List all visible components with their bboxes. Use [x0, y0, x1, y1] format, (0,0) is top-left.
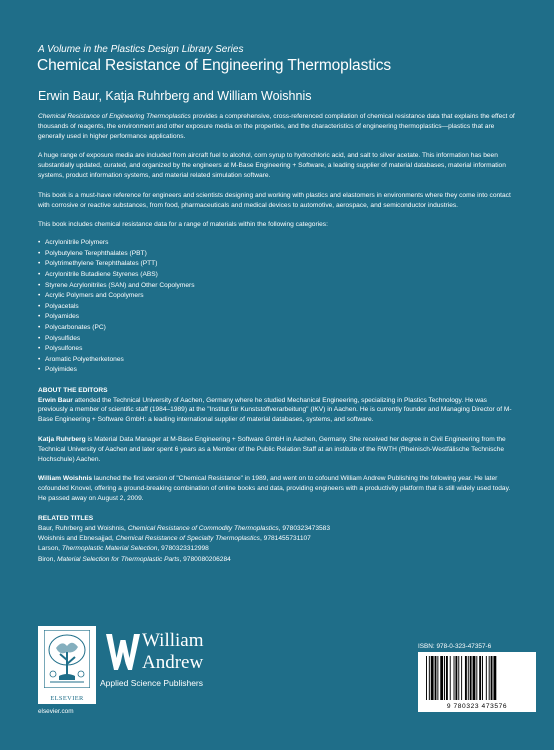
description-body: [38, 112, 518, 575]
related-isbn: , 9780323312998: [157, 545, 209, 553]
isbn-label: ISBN: 978-0-323-47357-6: [418, 643, 492, 650]
bio-text: attended the Technical University of Aachen, Germany where he studied Mechanical Engineering, specializing in Plastics Technology. He was previously a member of scientific staff (1984–1989) at the "Institut für Kunststoffverarbeitung" (IKV) in Aachen. He is currently founder and Managing Director of M-Base Engineering + Software GmbH: a leading international supplier of material databases, systems, and software.: [38, 396, 512, 424]
related-isbn: , 9780080206284: [179, 555, 231, 563]
inline-book-title: Chemical Resistance of Engineering Thermoplastics: [38, 113, 191, 120]
list-item: [38, 524, 518, 534]
related-title: Thermoplastic Material Selection: [61, 545, 158, 553]
publisher-name-line1: William: [142, 630, 204, 651]
list-item: • Styrene Acrylonitriles (SAN) and Other Copolymers: [38, 281, 518, 292]
related-title: Chemical Resistance of Specialty Thermoplastics: [115, 535, 260, 543]
bio-baur: [38, 396, 518, 425]
related-titles-list: [38, 524, 518, 566]
editor-name: William Woishnis: [38, 475, 93, 483]
related-isbn: , 9780323473583: [278, 524, 331, 532]
description-text: provides a comprehensive, cross-referenced compilation of chemical resistance data that explains the effect of thousands of reagents, the environment and other exposure media on the properties, and the characteristics of engineering thermoplastics—plastics that are generally used in higher performance applications.: [38, 113, 515, 140]
description-paragraph-3: This book is a must-have reference for engineers and scientists designing and working with plastics and elastomers in environments where they come into contact with corrosive or reactive substances, from food, pharmaceuticals and medical devices to automotive, aerospace, and semiconductor industries.: [38, 191, 511, 209]
book-title: Chemical Resistance of Engineering Thermoplastics: [37, 57, 392, 74]
list-item: [38, 544, 518, 554]
editor-name: Katja Ruhrberg: [38, 436, 86, 444]
description-paragraph-4: This book includes chemical resistance data for a range of materials within the following categories:: [38, 221, 328, 229]
related-title: Material Selection for Thermoplastic Parts: [57, 555, 180, 563]
elsevier-tree-icon: [44, 630, 90, 688]
related-heading: RELATED TITLES: [38, 514, 94, 522]
list-item: • Polyacetals: [38, 302, 518, 313]
authors: Erwin Baur, Katja Ruhrberg and William Woishnis: [38, 89, 312, 103]
list-item: • Acrylonitrile Polymers: [38, 238, 518, 249]
barcode-number: 9 780323 473576: [418, 703, 536, 710]
list-item: • Polyimides: [38, 365, 518, 376]
series-line: A Volume in the Plastics Design Library Series: [38, 44, 244, 55]
barcode-icon: [418, 652, 536, 702]
elsevier-logo: [38, 626, 96, 704]
related-authors: Larson,: [38, 545, 62, 553]
category-list: [38, 238, 518, 376]
list-item: • Polytrimethylene Terephthalates (PTT): [38, 259, 518, 270]
bio-text: is Material Data Manager at M-Base Engineering + Software GmbH in Aachen, Germany. She received her degree in Civil Engineering from the Technical University of Aachen and later spent 6 years as a Member of the Public Relation Staff at an institute of the RWTH (Rheinisch-Westfälische Technische Hochschule) Aachen.: [38, 436, 506, 463]
william-andrew-logo-icon: [104, 632, 142, 674]
list-item: • Polybutylene Terephthalates (PBT): [38, 249, 518, 260]
elsevier-url[interactable]: elsevier.com: [38, 708, 74, 715]
related-authors: Biron,: [38, 555, 58, 563]
related-isbn: , 9781455731107: [259, 535, 311, 543]
list-item: [38, 555, 518, 565]
bio-ruhrberg: [38, 435, 518, 464]
list-item: • Polycarbonates (PC): [38, 323, 518, 334]
related-authors: Woishnis and Ebnesajjad,: [38, 535, 116, 543]
elsevier-wordmark: ELSEVIER: [50, 695, 84, 702]
list-item: • Aromatic Polyetherketones: [38, 355, 518, 366]
publisher-subtitle: Applied Science Publishers: [100, 678, 204, 688]
bio-woishnis: [38, 474, 518, 503]
list-item: • Acrylonitrile Butadiene Styrenes (ABS): [38, 270, 518, 281]
description-paragraph-2: A huge range of exposure media are included from aircraft fuel to alcohol, corn syrup to hydrochloric acid, and salt to silver acetate. This information has been substantially updated, curated, and organized by the engineers at M-Base Engineering + Software, a leading supplier of material databases, material information systems, product information systems, and material related simulation software.: [38, 152, 506, 179]
list-item: • Acrylic Polymers and Copolymers: [38, 291, 518, 302]
list-item: • Polysulfides: [38, 334, 518, 345]
description-paragraph-1: [38, 112, 518, 141]
list-item: • Polyamides: [38, 312, 518, 323]
list-item: • Polysulfones: [38, 344, 518, 355]
publisher-name-line2: Andrew: [142, 652, 204, 673]
editor-name: Erwin Baur: [38, 396, 73, 404]
editors-heading: ABOUT THE EDITORS: [38, 386, 108, 394]
list-item: [38, 534, 518, 544]
related-title: Chemical Resistance of Commodity Thermoplastics: [127, 524, 279, 532]
bio-text: launched the first version of "Chemical Resistance" in 1989, and went on to cofound William Andrew Publishing the following year. He later cofounded Knovel, offering a ground-breaking combination of online books and data, providing engineers with a productivity platform that is still widely used today. He passed away on August 2, 2009.: [38, 475, 511, 503]
related-authors: Baur, Ruhrberg and Woishnis,: [38, 524, 128, 532]
